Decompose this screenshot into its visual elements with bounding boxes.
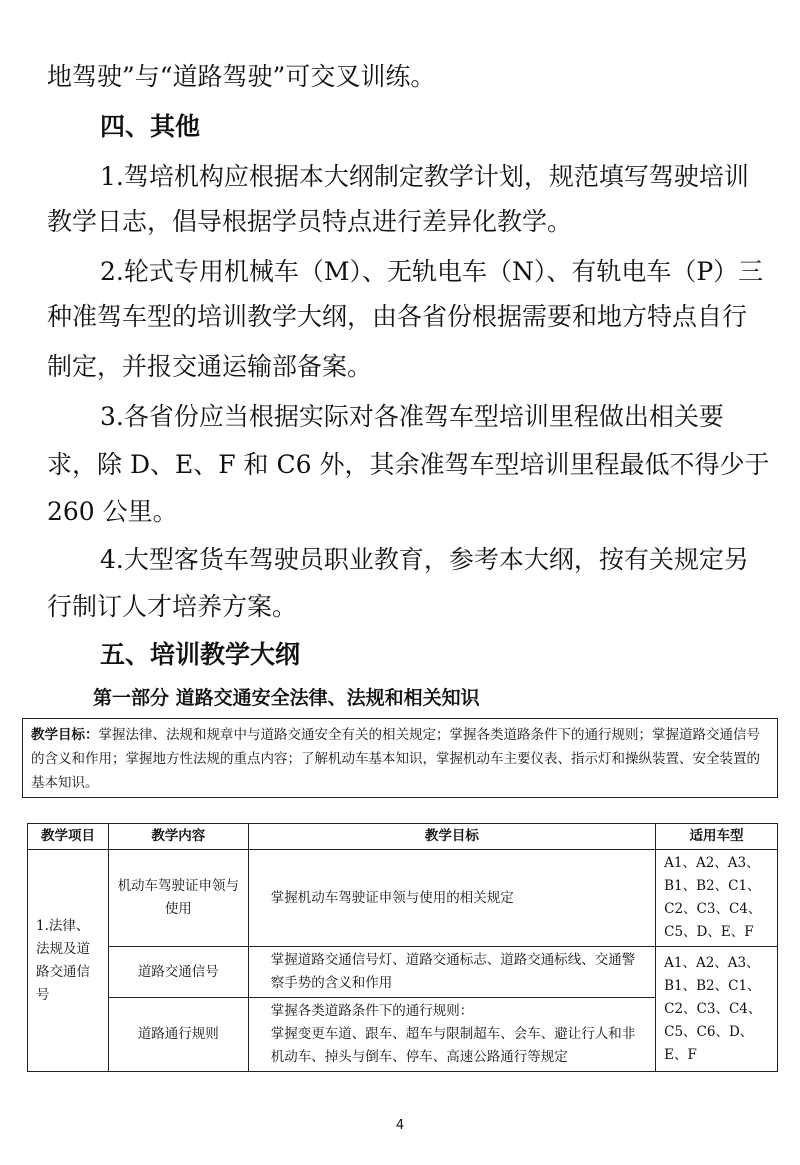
- body-line: 制定，并报交通运输部备案。: [47, 352, 373, 381]
- body-line: 3.各省份应当根据实际对各准驾车型培训里程做出相关要: [100, 402, 724, 431]
- section-heading: 五、培训教学大纲: [100, 640, 301, 669]
- body-line: 260 公里。: [47, 497, 178, 526]
- goal-cell: 掌握道路交通信号灯、道路交通标志、道路交通标线、交通警察手势的含义和作用: [248, 947, 655, 998]
- header-goal: 教学目标: [248, 824, 655, 850]
- part-title: 第一部分 道路交通安全法律、法规和相关知识: [93, 687, 480, 709]
- header-item: 教学项目: [28, 824, 109, 850]
- section-heading: 四、其他: [100, 112, 201, 141]
- body-line: 教学日志，倡导根据学员特点进行差异化教学。: [47, 207, 573, 236]
- table-row: [28, 947, 778, 998]
- table-header-row: [28, 824, 778, 850]
- body-line: 4.大型客货车驾驶员职业教育，参考本大纲，按有关规定另: [100, 545, 749, 574]
- goal-cell: [248, 998, 655, 1072]
- body-line: 2.轮式专用机械车（M）、无轨电车（N）、有轨电车（P）三: [100, 257, 764, 286]
- page-number: 4: [395, 1118, 405, 1133]
- header-vehicles: 适用车型: [656, 824, 778, 850]
- content-cell: 道路交通信号: [108, 947, 248, 998]
- body-line: 求，除 D、E、F 和 C6 外，其余准驾车型培训里程最低不得少于: [47, 450, 770, 479]
- body-line: 行制订人才培养方案。: [47, 592, 298, 621]
- body-line: 1.驾培机构应根据本大纲制定教学计划，规范填写驾驶培训: [100, 162, 749, 191]
- item-cell: 1.法律、法规及道路交通信号: [28, 850, 109, 1072]
- objective-box: [22, 718, 778, 798]
- goal-line: 掌握变更车道、跟车、超车与限制超车、会车、避让行人和非机动车、掉头与倒车、停车、高速公路通行等规定: [270, 1026, 636, 1065]
- content-cell: 机动车驾驶证申领与使用: [108, 850, 248, 947]
- body-line: 地驾驶”与“道路驾驶”可交叉训练。: [47, 62, 436, 91]
- syllabus-table: [27, 823, 778, 1072]
- objective-text: 掌握法律、法规和规章中与道路交通安全有关的相关规定；掌握各类道路条件下的通行规则；掌握道路交通信号的含义和作用；掌握地方性法规的重点内容；了解机动车基本知识，掌握机动车主要仪表、指示灯和操纵装置、安全装置的基本知识。: [31, 727, 760, 791]
- header-content: 教学内容: [108, 824, 248, 850]
- goal-line: 掌握各类道路条件下的通行规则：: [270, 1003, 474, 1019]
- content-cell: 道路通行规则: [108, 998, 248, 1072]
- vehicles-cell: A1、A2、A3、B1、B2、C1、C2、C3、C4、C5、D、E、F: [656, 850, 778, 947]
- vehicles-cell: A1、A2、A3、B1、B2、C1、C2、C3、C4、C5、C6、D、E、F: [656, 947, 778, 1072]
- body-line: 种准驾车型的培训教学大纲，由各省份根据需要和地方特点自行: [47, 302, 748, 331]
- goal-cell: 掌握机动车驾驶证申领与使用的相关规定: [248, 850, 655, 947]
- table-row: [28, 850, 778, 947]
- objective-label: 教学目标：: [31, 727, 99, 743]
